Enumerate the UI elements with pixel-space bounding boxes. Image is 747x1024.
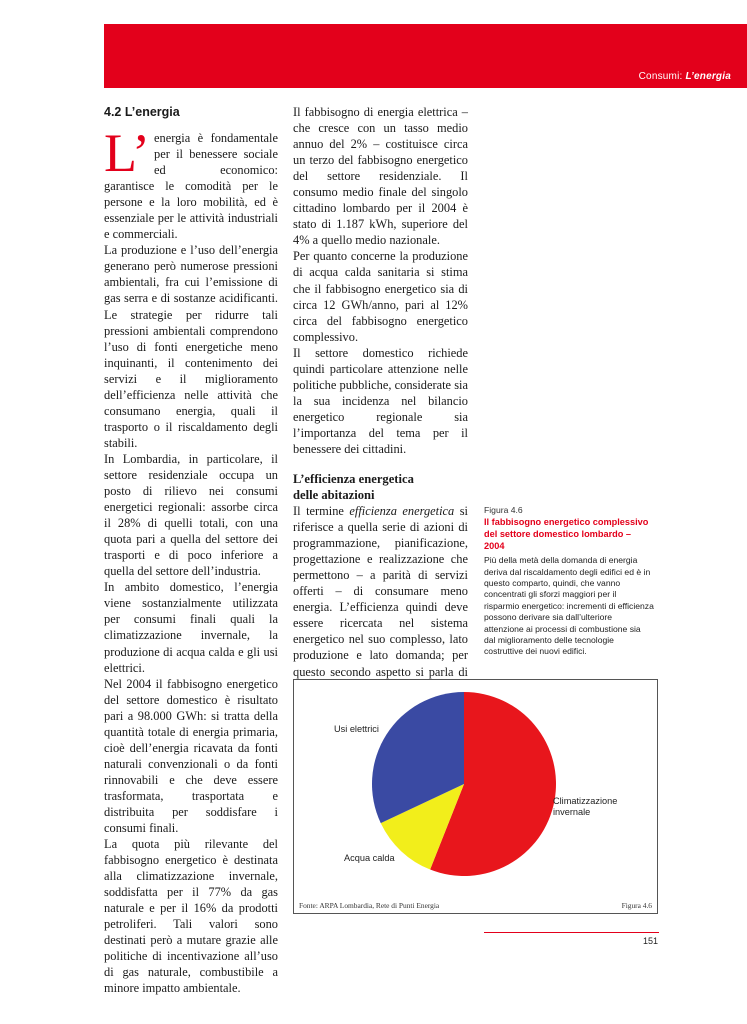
pie-chart	[294, 680, 657, 913]
col1-para-1: La produzione e l’uso dell’energia generano però numerose pressioni ambientali, fra cui l’emissione di gas serra e di sostanze acidificanti. Le strategie per ridurre tali pressioni ambientali comprendono l’uso di fonti energetiche meno inquinanti, il contenimento dei servizi e il miglioramento dell’efficienza nelle attività che consumano energia, quali il trasporto o il riscaldamento degli stabili.	[104, 243, 278, 450]
subsection-title	[293, 471, 468, 503]
col2-para-2: Il settore domestico richiede quindi particolare attenzione nelle politiche pubbliche, considerate sia la sua incidenza nel bilancio energetico regionale sia l’importanza del tema per il benessere dei cittadini.	[293, 345, 468, 456]
pie-label-0: Climatizzazione invernale	[553, 796, 618, 817]
running-header	[639, 71, 731, 82]
col2-para-3	[293, 503, 468, 696]
col2-para-3a: Il termine	[293, 504, 350, 519]
section-title: 4.2 L’energia	[104, 105, 180, 119]
col1-para-2: In Lombardia, in particolare, il settore residenziale occupa un posto di rilievo nei consumi energetici regionali: assorbe circa il 28% di quelli totali, con una quota pari a quella del settore dei trasporti e di poco inferiore a quella del settore dell’industria.	[104, 451, 278, 579]
text-column-left	[104, 104, 278, 997]
header-section: Consumi:	[638, 71, 683, 82]
col2-para-3b: si riferisce a quella serie di azioni di programmazione, pianificazione, progettazione e realizzazione che permettono – a parità di servizi offerti – di consumare meno energia. L’efficienza quindi deve essere ricercata nel sistema energetico nel suo complesso, lato produzione e lato domanda; per questo secondo aspetto si parla di	[293, 504, 468, 679]
col1-para-5: La quota più rilevante del fabbisogno energetico è destinata alla climatizzazione invernale, soddisfatta per il 77% da gas naturale e per il 16% da prodotti petroliferi. Tali valori sono destinati però a mutare grazie alle politiche di incentivazione all’uso di gas naturale, combustibile a minore impatto ambientale.	[104, 837, 278, 996]
dropcap: L’	[104, 123, 151, 183]
pie-chart-figure	[293, 679, 658, 914]
col1-para-3: In ambito domestico, l’energia viene sostanzialmente utilizzata per consumi finali quali la climatizzazione invernale, la produzione di acqua calda e gli usi elettrici.	[104, 580, 278, 675]
subsection-title-line1: L’efficienza energetica	[293, 472, 414, 487]
col1-para-0: energia è fondamentale per il benessere sociale ed economico: garantisce le comodità per le persone e la loro mobilità, ed è essenziale per le attività industriali e commerciali.	[104, 131, 278, 242]
text-column-middle	[293, 104, 468, 696]
chart-figure-ref: Figura 4.6	[621, 901, 652, 910]
header-topic: L’energia	[685, 71, 731, 82]
pie-label-1: Acqua calda	[344, 853, 395, 863]
page-number: 151	[642, 936, 658, 946]
pie-label-2: Usi elettrici	[334, 724, 379, 734]
footer-rule	[484, 932, 659, 933]
col2-para-1: Per quanto concerne la produzione di acqua calda sanitaria si stima che il fabbisogno energetico sia di circa 12 GWh/anno, pari al 12% circa del fabbisogno energetico complessivo.	[293, 249, 468, 344]
intro-paragraph	[104, 123, 278, 242]
caption-title: Il fabbisogno energetico complessivo del settore domestico lombardo – 2004	[484, 517, 649, 551]
header-band	[104, 24, 747, 88]
col2-para-0: Il fabbisogno di energia elettrica – che cresce con un tasso medio annuo del 2% – costituisce circa un terzo del fabbisogno energetico del settore residenziale. Il consumo medio finale del singolo cittadino lombardo per il 2004 è stato di 1.187 kWh, superiore del 4% a quello medio nazionale.	[293, 105, 468, 248]
subsection-title-line2: delle abitazioni	[293, 488, 375, 503]
col2-para-3-em: efficienza energetica	[349, 504, 455, 519]
caption-body: Più della metà della domanda di energia deriva dal riscaldamento degli edifici ed è in questo comparto, quindi, che vanno concentrati gli sforzi maggiori per il risparmio energetico: incrementi di efficienza possono derivare sia dall’ulteriore attenzione ai processi di combustione sia dal miglioramento delle tecnologie costruttive dei nuovi edifici.	[484, 555, 654, 657]
chart-source: Fonte: ARPA Lombardia, Rete di Punti Energia	[299, 901, 440, 910]
caption-label: Figura 4.6	[484, 505, 523, 515]
col1-para-4: Nel 2004 il fabbisogno energetico del settore domestico è risultato pari a 98.000 GWh: si tratta della quantità totale di energia primaria, cioè dell’energia ricavata da fonti naturali convenzionali o da fonti rinnovabili e che deve essere trasformata, trasportata e distribuita per soddisfare i consumi finali.	[104, 676, 278, 836]
figure-caption	[484, 505, 654, 658]
